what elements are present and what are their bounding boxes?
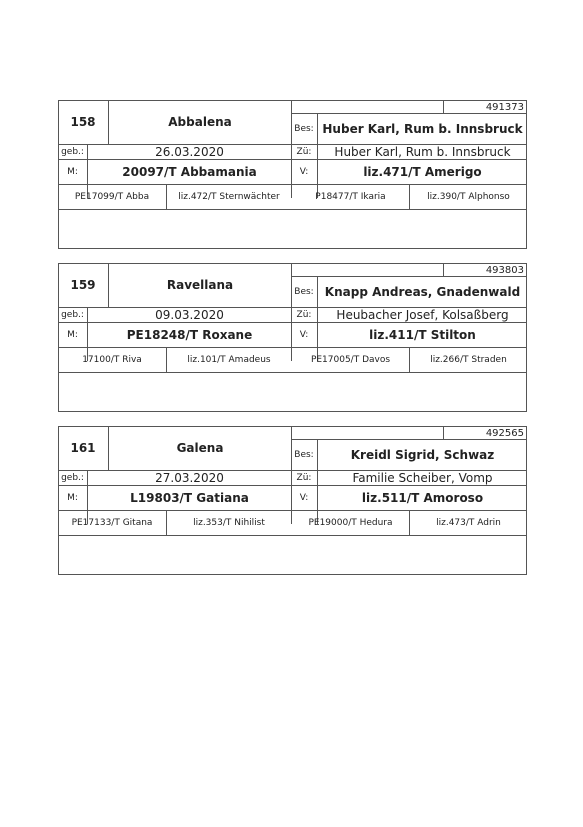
father: liz.511/T Amoroso [361,490,484,505]
birth-date: 09.03.2020 [155,307,224,322]
birth-label: geb.: [61,309,84,320]
mother: L19803/T Gatiana [130,490,249,505]
mother: PE18248/T Roxane [126,327,253,342]
birth-label: geb.: [61,146,84,157]
mother-label: M: [67,166,78,177]
animal-name: Ravellana [166,278,234,292]
breeder-label: Zü: [296,472,312,483]
owner-label: Bes: [294,124,314,134]
ancestor-4: liz.390/T Alphonso [427,191,510,202]
owner: Huber Karl, Rum b. Innsbruck [322,122,523,136]
animal-number: 159 [70,278,96,292]
animal-name: Abbalena [168,115,232,129]
father-label: V: [299,329,309,340]
ancestor-2: liz.472/T Sternwächter [178,191,280,202]
notes-area [58,536,527,574]
mother-label: M: [67,329,78,340]
animal-id: 492565 [485,427,524,439]
ancestor-3: PE17005/T Davos [310,354,391,365]
father: liz.471/T Amerigo [363,164,482,179]
breeder: Huber Karl, Rum b. Innsbruck [334,144,511,159]
notes-area [58,210,527,248]
ancestor-3: P18477/T Ikaria [315,191,386,202]
animal-card [58,100,527,249]
breeder: Familie Scheiber, Vomp [352,470,493,485]
notes-area [58,373,527,411]
father-label: V: [299,166,309,177]
birth-date: 26.03.2020 [155,144,224,159]
animal-card [58,426,527,575]
animal-number: 158 [70,115,96,129]
owner: Knapp Andreas, Gnadenwald [324,285,521,299]
animal-card [58,263,527,412]
ancestor-1: PE17099/T Abba [74,191,150,202]
owner-label: Bes: [294,450,314,460]
birth-label: geb.: [61,472,84,483]
birth-date: 27.03.2020 [155,470,224,485]
ancestor-1: PE17133/T Gitana [71,517,153,528]
father: liz.411/T Stilton [369,327,476,342]
mother: 20097/T Abbamania [122,164,257,179]
breeder-label: Zü: [296,146,312,157]
animal-id: 493803 [485,264,524,276]
ancestor-2: liz.353/T Nihilist [193,517,265,528]
ancestor-2: liz.101/T Amadeus [187,354,271,365]
ancestor-4: liz.266/T Straden [430,354,507,365]
ancestor-3: PE19000/T Hedura [308,517,393,528]
animal-number: 161 [70,441,96,455]
animal-id: 491373 [485,101,524,113]
owner: Kreidl Sigrid, Schwaz [350,448,495,462]
ancestor-1: 17100/T Riva [82,354,142,365]
breeder: Heubacher Josef, Kolsaßberg [336,307,509,322]
mother-label: M: [67,492,78,503]
animal-name: Galena [176,441,224,455]
father-label: V: [299,492,309,503]
ancestor-4: liz.473/T Adrin [436,517,501,528]
breeder-label: Zü: [296,309,312,320]
owner-label: Bes: [294,287,314,297]
